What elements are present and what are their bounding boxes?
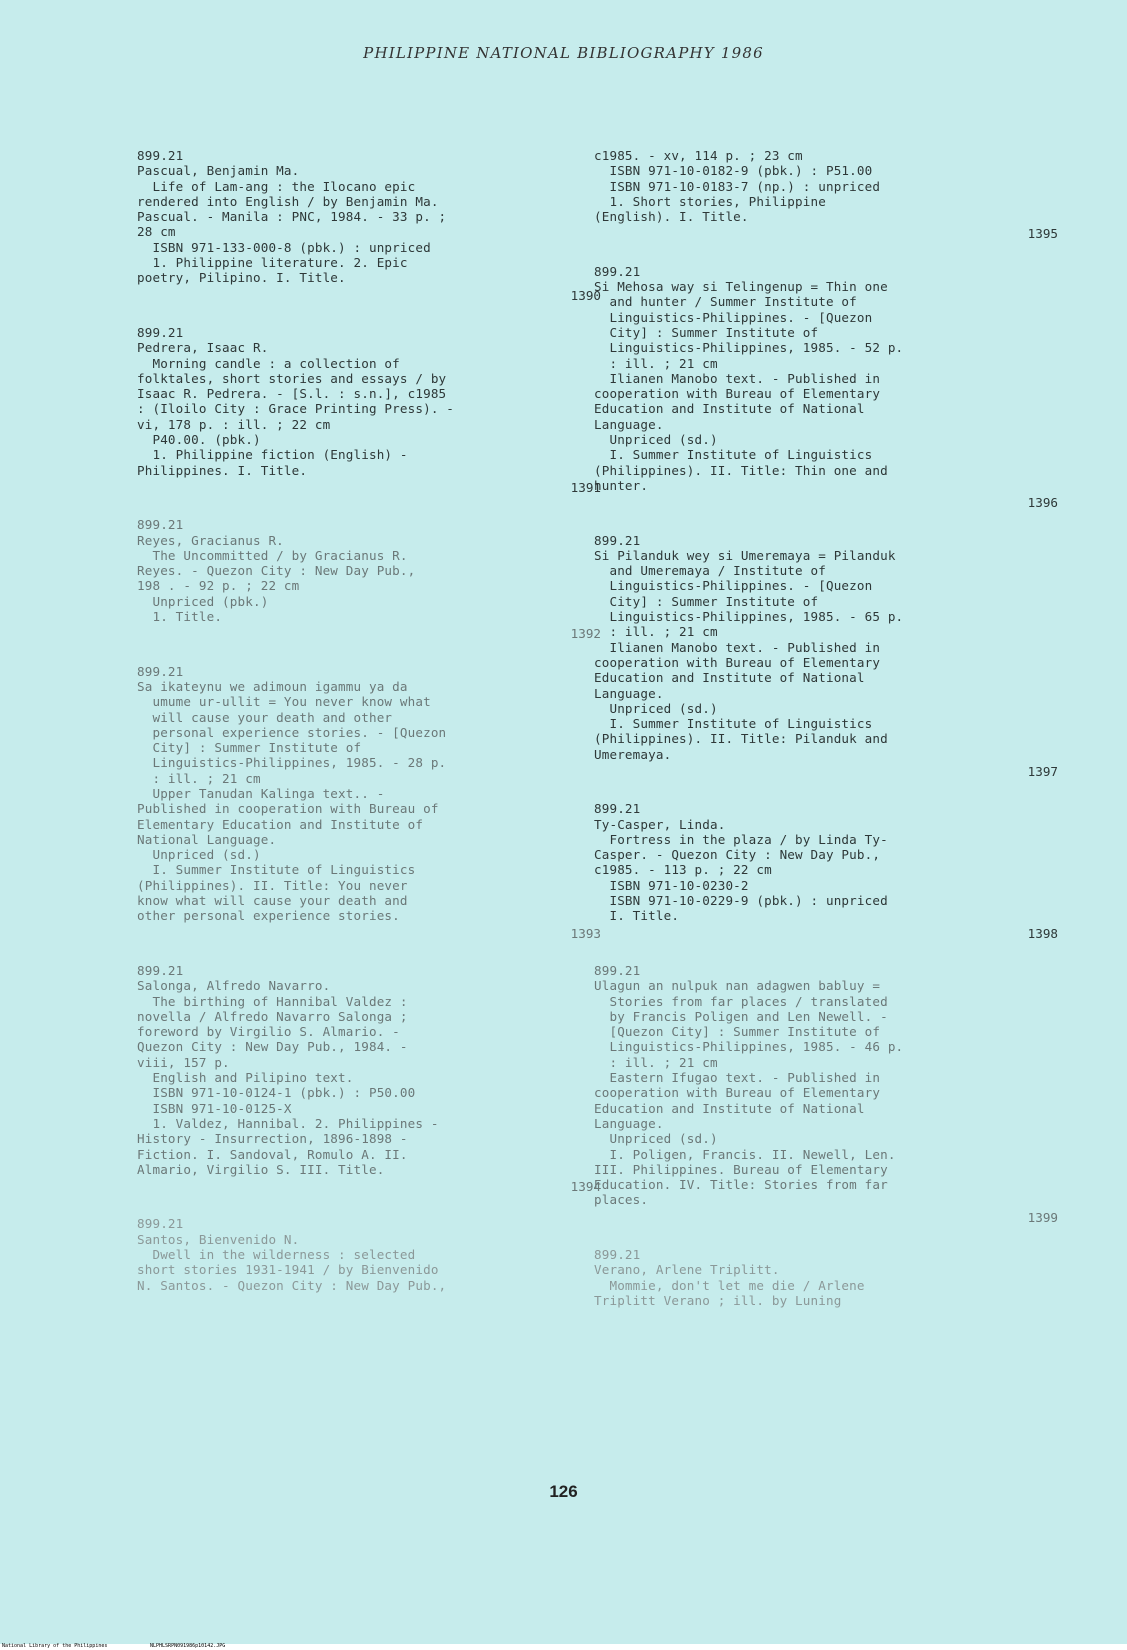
entry-text-line: Life of Lam-ang : the Ilocano epic xyxy=(137,178,416,194)
entry-text-line: Verano, Arlene Triplitt. xyxy=(594,1262,780,1278)
footer-filename: NLPHLSRPN091986p10142.JPG xyxy=(150,1643,226,1649)
entry-text-line: I. Title. xyxy=(594,908,680,924)
page-header: PHILIPPINE NATIONAL BIBLIOGRAPHY 1986 xyxy=(363,44,764,62)
entry-text-line: ISBN 971-10-0230-2 xyxy=(594,877,749,893)
entry-text-line: folktales, short stories and essays / by xyxy=(137,370,447,386)
entry-text-line: (Philippines). II. Title: Thin one and xyxy=(594,462,888,478)
entry-text-line: Pedrera, Isaac R. xyxy=(137,340,269,356)
entry-text-line: viii, 157 p. xyxy=(137,1054,230,1070)
bibliographic-entry xyxy=(137,963,607,1194)
entry-text-line: Linguistics-Philippines, 1985. - 65 p. xyxy=(594,609,904,625)
entry-text-line: Triplitt Verano ; ill. by Luning xyxy=(594,1292,842,1308)
bibliographic-entry xyxy=(594,1247,1064,1308)
entry-text-line: : ill. ; 21 cm xyxy=(594,355,718,371)
bibliographic-entry xyxy=(594,963,1064,1225)
entry-text-line: Ilianen Manobo text. - Published in xyxy=(594,639,881,655)
entry-text-line: rendered into English / by Benjamin Ma. xyxy=(137,193,439,209)
entry-text-line: Linguistics-Philippines, 1985. - 28 p. xyxy=(137,755,447,771)
entry-text-line: Pascual, Benjamin Ma. xyxy=(137,163,300,179)
entry-text-line: I. Poligen, Francis. II. Newell, Len. xyxy=(594,1146,896,1162)
bibliographic-entry xyxy=(137,1216,607,1292)
entry-text-line: umume ur-ullit = You never know what xyxy=(137,694,431,710)
entry-number: 1395 xyxy=(1027,226,1058,242)
entry-text-line: Unpriced (sd.) xyxy=(137,847,261,863)
entry-text-line: Ty-Casper, Linda. xyxy=(594,816,726,832)
entry-text-line: foreword by Virgilio S. Almario. - xyxy=(137,1024,400,1040)
entry-class-number: 899.21 xyxy=(594,962,641,978)
entry-text-line: Published in cooperation with Bureau of xyxy=(137,801,439,817)
bibliographic-entry xyxy=(594,264,1064,511)
entry-text-line: Casper. - Quezon City : New Day Pub., xyxy=(594,847,881,863)
entry-text-line: Umeremaya. xyxy=(594,746,672,762)
entry-class-number: 899.21 xyxy=(594,532,641,548)
entry-text-line: ISBN 971-10-0182-9 (pbk.) : P51.00 xyxy=(594,163,873,179)
entry-text-line: by Francis Poligen and Len Newell. - xyxy=(594,1008,888,1024)
entry-text-line: and hunter / Summer Institute of xyxy=(594,294,857,310)
entry-number: 1398 xyxy=(1027,925,1058,941)
entry-text-line: Elementary Education and Institute of xyxy=(137,816,424,832)
entry-class-number: 899.21 xyxy=(137,1216,184,1232)
bibliographic-entry xyxy=(594,533,1064,780)
entry-text-line: 1. Philippine literature. 2. Epic xyxy=(137,255,408,271)
entry-text-line: will cause your death and other xyxy=(137,709,393,725)
entry-text-line: ISBN 971-10-0124-1 (pbk.) : P50.00 xyxy=(137,1085,416,1101)
entry-text-line: Isaac R. Pedrera. - [S.l. : s.n.], c1985 xyxy=(137,386,447,402)
entry-text-line: : ill. ; 21 cm xyxy=(137,770,261,786)
entry-text-line: and Umeremaya / Institute of xyxy=(594,563,826,579)
entry-text-line: (Philippines). II. Title: Pilanduk and xyxy=(594,731,888,747)
entry-class-number: c1985. - xv, 114 p. ; 23 cm xyxy=(594,148,803,163)
entry-class-number: 899.21 xyxy=(137,517,184,533)
entry-text-line: cooperation with Bureau of Elementary xyxy=(594,1085,881,1101)
entry-text-line: Pascual. - Manila : PNC, 1984. - 33 p. ; xyxy=(137,209,447,225)
entry-text-line: I. Summer Institute of Linguistics xyxy=(594,447,873,463)
entry-number: 1392 xyxy=(570,626,601,642)
entry-text-line: Eastern Ifugao text. - Published in xyxy=(594,1070,881,1086)
entry-text-line: Reyes. - Quezon City : New Day Pub., xyxy=(137,563,416,579)
entry-text-line: P40.00. (pbk.) xyxy=(137,432,261,448)
entry-text-line: Education and Institute of National xyxy=(594,670,865,686)
entry-text-line: novella / Alfredo Navarro Salonga ; xyxy=(137,1008,408,1024)
entry-text-line: 1. Short stories, Philippine xyxy=(594,193,826,209)
right-column xyxy=(594,148,1064,1330)
entry-text-line: N. Santos. - Quezon City : New Day Pub., xyxy=(137,1277,447,1293)
entry-text-line: Language. xyxy=(594,416,664,432)
entry-text-line: ISBN 971-10-0183-7 (np.) : unpriced xyxy=(594,178,881,194)
entry-text-line: (English). I. Title. xyxy=(594,209,749,225)
bibliographic-entry xyxy=(137,517,607,641)
entry-text-line: Ulagun an nulpuk nan adagwen babluy = xyxy=(594,978,881,994)
entry-text-line: Reyes, Gracianus R. xyxy=(137,532,284,548)
entry-text-line: Education and Institute of National xyxy=(594,401,865,417)
footer-source: National Library of the Philippines xyxy=(2,1643,108,1649)
bibliographic-entry xyxy=(137,664,607,941)
entry-text-line: cooperation with Bureau of Elementary xyxy=(594,386,881,402)
entry-text-line: other personal experience stories. xyxy=(137,908,400,924)
left-column xyxy=(137,148,607,1315)
entry-text-line: Si Pilanduk wey si Umeremaya = Pilanduk xyxy=(594,547,896,563)
entry-class-number: 899.21 xyxy=(594,263,641,279)
entry-text-line: Linguistics-Philippines. - [Quezon xyxy=(594,309,873,325)
entry-text-line: 1. Title. xyxy=(137,609,223,625)
entry-text-line: Almario, Virgilio S. III. Title. xyxy=(137,1161,385,1177)
entry-text-line: Education and Institute of National xyxy=(594,1100,865,1116)
entry-text-line: places. xyxy=(594,1192,649,1208)
entry-text-line: III. Philippines. Bureau of Elementary xyxy=(594,1161,888,1177)
entry-class-number: 899.21 xyxy=(137,148,184,163)
entry-text-line: : (Iloilo City : Grace Printing Press). - xyxy=(137,401,455,417)
entry-text-line: (Philippines). II. Title: You never xyxy=(137,877,408,893)
scan-footer xyxy=(0,1644,1127,1650)
entry-class-number: 899.21 xyxy=(137,962,184,978)
entry-text-line: Si Mehosa way si Telingenup = Thin one xyxy=(594,279,888,295)
entry-text-line: cooperation with Bureau of Elementary xyxy=(594,654,881,670)
entry-number: 1393 xyxy=(570,925,601,941)
entry-text-line: Salonga, Alfredo Navarro. xyxy=(137,978,331,994)
entry-number: 1390 xyxy=(570,287,601,303)
bibliographic-entry xyxy=(137,325,607,495)
entry-text-line: Quezon City : New Day Pub., 1984. - xyxy=(137,1039,408,1055)
entry-text-line: Unpriced (sd.) xyxy=(594,432,718,448)
entry-text-line: English and Pilipino text. xyxy=(137,1070,354,1086)
entry-text-line: 198 . - 92 p. ; 22 cm xyxy=(137,578,300,594)
entry-text-line: City] : Summer Institute of xyxy=(594,593,819,609)
entry-number: 1397 xyxy=(1027,763,1058,779)
entry-text-line: personal experience stories. - [Quezon xyxy=(137,724,447,740)
bibliographic-entry xyxy=(594,801,1064,941)
entry-text-line: History - Insurrection, 1896-1898 - xyxy=(137,1131,408,1147)
entry-text-line: : ill. ; 21 cm xyxy=(594,624,718,640)
entry-class-number: 899.21 xyxy=(594,801,641,817)
entry-text-line: ISBN 971-133-000-8 (pbk.) : unpriced xyxy=(137,239,431,255)
entry-class-number: 899.21 xyxy=(137,324,184,340)
entry-number: 1391 xyxy=(570,479,601,495)
entry-text-line: Linguistics-Philippines. - [Quezon xyxy=(594,578,873,594)
entry-text-line: Language. xyxy=(594,1115,664,1131)
entry-text-line: I. Summer Institute of Linguistics xyxy=(137,862,416,878)
entry-text-line: Santos, Bienvenido N. xyxy=(137,1231,300,1247)
entry-text-line: Upper Tanudan Kalinga text.. - xyxy=(137,785,385,801)
entry-text-line: vi, 178 p. : ill. ; 22 cm xyxy=(137,416,331,432)
entry-text-line: Mommie, don't let me die / Arlene xyxy=(594,1277,865,1293)
entry-text-line: ISBN 971-10-0229-9 (pbk.) : unpriced xyxy=(594,893,888,909)
entry-text-line: Ilianen Manobo text. - Published in xyxy=(594,370,881,386)
entry-text-line: I. Summer Institute of Linguistics xyxy=(594,716,873,732)
entry-text-line: City] : Summer Institute of xyxy=(594,324,819,340)
entry-text-line: 28 cm xyxy=(137,224,176,240)
entry-text-line: hunter. xyxy=(594,477,649,493)
page-number: 126 xyxy=(549,1482,578,1501)
bibliographic-entry xyxy=(594,148,1064,242)
entry-text-line: Language. xyxy=(594,685,664,701)
entry-text-line: Linguistics-Philippines, 1985. - 46 p. xyxy=(594,1039,904,1055)
entry-text-line: Morning candle : a collection of xyxy=(137,355,400,371)
entry-text-line: City] : Summer Institute of xyxy=(137,740,362,756)
entry-text-line: The Uncommitted / by Gracianus R. xyxy=(137,547,408,563)
entry-text-line: Fiction. I. Sandoval, Romulo A. II. xyxy=(137,1146,408,1162)
entry-number: 1399 xyxy=(1027,1209,1058,1225)
entry-text-line: Fortress in the plaza / by Linda Ty- xyxy=(594,831,888,847)
entry-text-line: Unpriced (sd.) xyxy=(594,700,718,716)
entry-text-line: : ill. ; 21 cm xyxy=(594,1054,718,1070)
entry-text-line: National Language. xyxy=(137,831,277,847)
entry-number: 1394 xyxy=(570,1179,601,1195)
entry-text-line: The birthing of Hannibal Valdez : xyxy=(137,993,408,1009)
entry-text-line: poetry, Pilipino. I. Title. xyxy=(137,270,346,286)
entry-number: 1396 xyxy=(1027,495,1058,511)
entry-text-line: Education. IV. Title: Stories from far xyxy=(594,1177,888,1193)
entry-class-number: 899.21 xyxy=(594,1247,641,1262)
entry-class-number: 899.21 xyxy=(137,663,184,679)
entry-text-line: Unpriced (sd.) xyxy=(594,1131,718,1147)
entry-text-line: Dwell in the wilderness : selected xyxy=(137,1247,416,1262)
entry-text-line: ISBN 971-10-0125-X xyxy=(137,1100,292,1116)
bibliographic-entry xyxy=(137,148,607,303)
entry-text-line: Philippines. I. Title. xyxy=(137,462,308,478)
entry-text-line: 1. Philippine fiction (English) - xyxy=(137,447,408,463)
entry-text-line: Sa ikateynu we adimoun igammu ya da xyxy=(137,678,408,694)
entry-text-line: short stories 1931-1941 / by Bienvenido xyxy=(137,1262,439,1278)
entry-text-line: 1. Valdez, Hannibal. 2. Philippines - xyxy=(137,1115,439,1131)
entry-text-line: c1985. - 113 p. ; 22 cm xyxy=(594,862,772,878)
entry-text-line: Unpriced (pbk.) xyxy=(137,593,269,609)
entry-text-line: [Quezon City] : Summer Institute of xyxy=(594,1024,881,1040)
entry-text-line: Stories from far places / translated xyxy=(594,993,888,1009)
entry-text-line: Linguistics-Philippines, 1985. - 52 p. xyxy=(594,340,904,356)
entry-text-line: know what will cause your death and xyxy=(137,893,408,909)
